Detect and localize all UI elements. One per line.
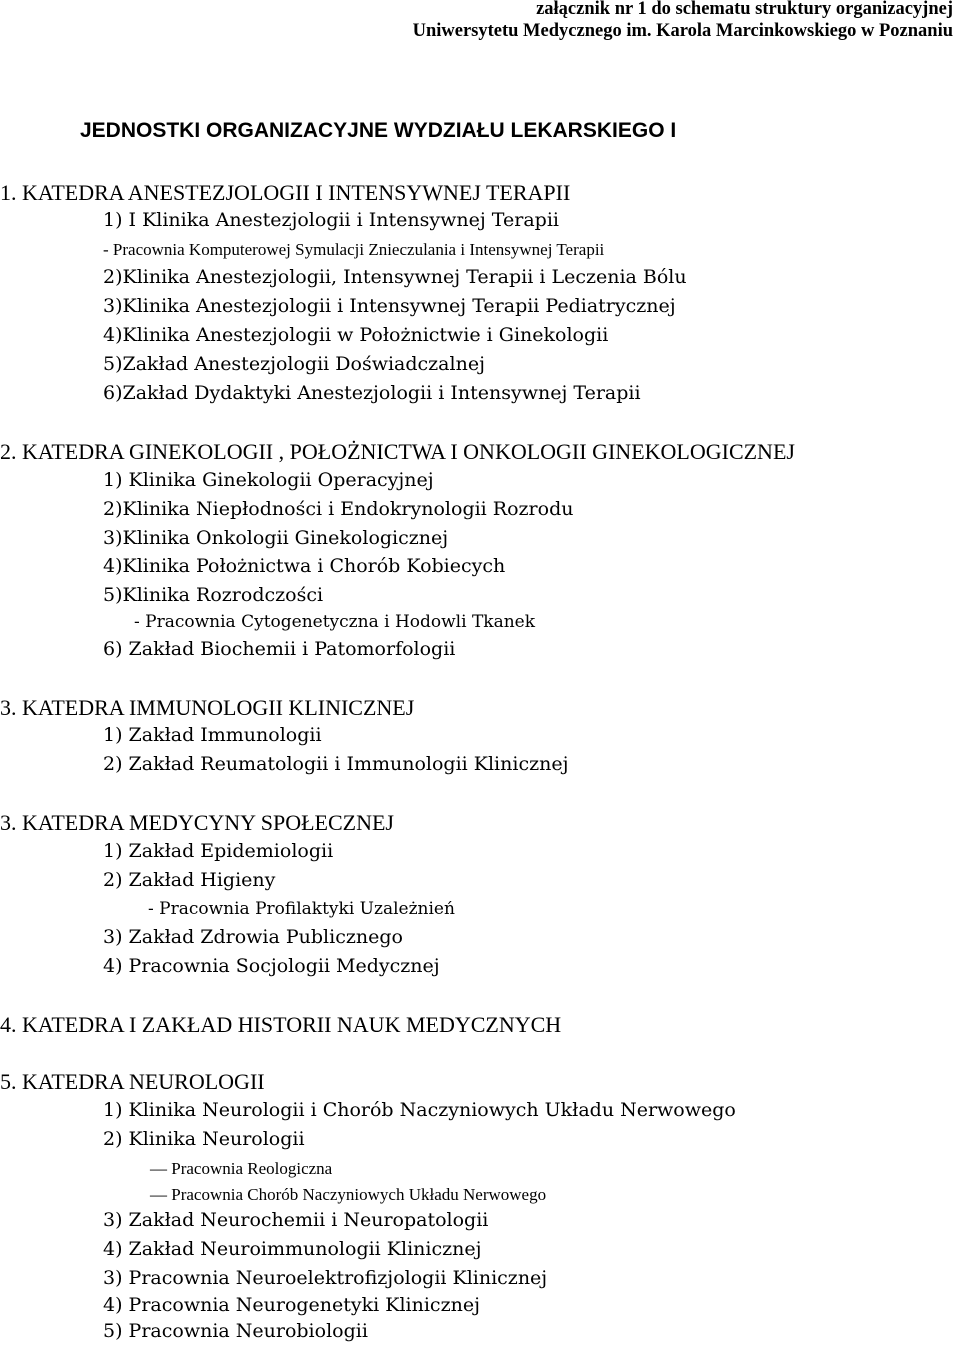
section-heading: 2. KATEDRA GINEKOLOGII , POŁOŻNICTWA I ONKOLOGII GINEKOLOGICZNEJ [0,439,795,464]
list-item: 1) Zakład Epidemiologii [103,840,334,862]
list-item: 6)Zakład Dydaktyki Anestezjologii i Intensywnej Terapii [103,382,641,404]
list-item: 3) Zakład Neurochemii i Neuropatologii [103,1209,489,1231]
list-item: 4) Pracownia Neurogenetyki Klinicznej [103,1294,480,1316]
list-item: 3) Zakład Zdrowia Publicznego [103,926,403,948]
header-line-2: Uniwersytetu Medycznego im. Karola Marcinkowskiego w Poznaniu [412,21,953,41]
list-item: 1) Klinika Neurologii i Chorób Naczyniowych Układu Nerwowego [103,1099,736,1121]
list-item: 2) Zakład Reumatologii i Immunologii Klinicznej [103,753,569,775]
list-item: 1) Zakład Immunologii [103,724,322,746]
page-title: JEDNOSTKI ORGANIZACYJNE WYDZIAŁU LEKARSKIEGO I [80,119,677,142]
section-heading: 5. KATEDRA NEUROLOGII [0,1069,265,1094]
list-item: 1) Klinika Ginekologii Operacyjnej [103,469,434,491]
header-line-1: załącznik nr 1 do schematu struktury organizacyjnej [536,0,953,19]
list-item: 3) Pracownia Neuroelektrofizjologii Klinicznej [103,1267,548,1289]
list-item: 6) Zakład Biochemii i Patomorfologii [103,638,456,660]
section-heading: 4. KATEDRA I ZAKŁAD HISTORII NAUK MEDYCZNYCH [0,1012,562,1037]
list-item: 2)Klinika Niepłodności i Endokrynologii Rozrodu [103,498,574,520]
list-subitem: - Pracownia Cytogenetyczna i Hodowli Tkanek [134,612,536,632]
list-item: 2) Zakład Higieny [103,869,276,891]
section-heading: 3. KATEDRA IMMUNOLOGII KLINICZNEJ [0,695,415,720]
section-heading: 1. KATEDRA ANESTEZJOLOGII I INTENSYWNEJ TERAPII [0,180,571,205]
list-item: 2)Klinika Anestezjologii, Intensywnej Terapii i Leczenia Bólu [103,266,687,288]
list-item: 2) Klinika Neurologii [103,1128,305,1150]
list-subitem: - Pracownia Profilaktyki Uzależnień [148,899,455,919]
list-subitem: - Pracownia Komputerowej Symulacji Znieczulania i Intensywnej Terapii [103,240,605,259]
list-subitem: — Pracownia Chorób Naczyniowych Układu Nerwowego [150,1185,547,1204]
list-item: 3)Klinika Anestezjologii i Intensywnej Terapii Pediatrycznej [103,295,676,317]
list-item: 4) Zakład Neuroimmunologii Klinicznej [103,1238,482,1260]
list-item: 5)Klinika Rozrodczości [103,584,324,606]
list-item: 4) Pracownia Socjologii Medycznej [103,955,440,977]
list-subitem: — Pracownia Reologiczna [150,1159,333,1178]
list-item: 5)Zakład Anestezjologii Doświadczalnej [103,353,485,375]
list-item: 5) Pracownia Neurobiologii [103,1320,368,1342]
section-heading: 3. KATEDRA MEDYCYNY SPOŁECZNEJ [0,810,394,835]
list-item: 4)Klinika Anestezjologii w Położnictwie i Ginekologii [103,324,609,346]
list-item: 4)Klinika Położnictwa i Chorób Kobiecych [103,555,506,577]
list-item: 1) I Klinika Anestezjologii i Intensywnej Terapii [103,209,559,231]
list-item: 3)Klinika Onkologii Ginekologicznej [103,527,449,549]
